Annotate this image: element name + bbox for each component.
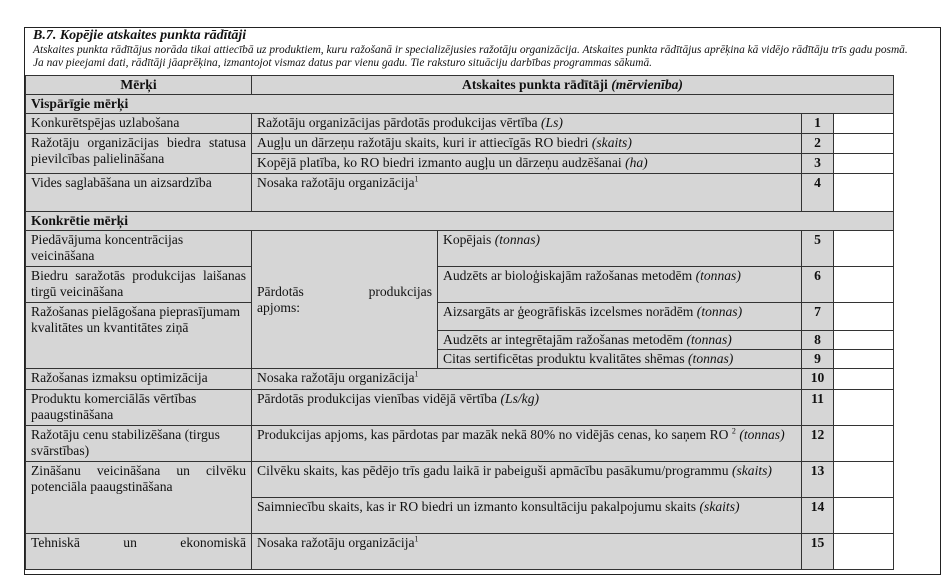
indicator-text: Kopējais [443,232,492,247]
indicator-number: 2 [802,134,834,154]
indicator-cell [252,134,802,154]
indicator-cell [252,369,802,390]
value-field[interactable] [834,331,894,350]
value-field[interactable] [834,498,894,534]
value-field[interactable] [834,426,894,462]
value-field[interactable] [834,134,894,154]
goal-cell: Tehniskā un ekonomiskā [26,534,252,570]
table-row [26,134,894,154]
col-header-indicator-unit: (mērvienība) [611,77,683,92]
indicator-number: 4 [802,174,834,212]
indicator-text: Ražotāju organizācijas pārdotās produkcijas vērtība [257,115,538,130]
indicator-number: 10 [802,369,834,390]
indicator-text: Cilvēku skaits, kas pēdējo trīs gadu laikā ir pabeiguši apmācību pasākumu/programmu [257,463,729,478]
indicator-number: 15 [802,534,834,570]
goal-cell: Vides saglabāšana un aizsardzība [26,174,252,212]
indicator-text: Produkcijas apjoms, kas pārdotas par mazāk nekā 80% no vidējās cenas, ko saņem RO [257,427,729,442]
goal-cell: Ražotāju organizācijas biedra statusa pievilcības palielināšana [26,134,252,174]
footnote-marker: 1 [414,174,419,184]
indicator-number: 9 [802,350,834,369]
value-field[interactable] [834,462,894,498]
indicator-number: 6 [802,267,834,303]
value-field[interactable] [834,350,894,369]
indicator-number: 8 [802,331,834,350]
section-header [25,28,915,74]
footnote-marker: 2 [731,426,736,436]
indicator-unit: (tonnas) [688,351,734,366]
indicator-text: Pārdotās produkcijas vienības vidējā vērtība [257,391,498,406]
table-row [26,303,894,331]
value-field[interactable] [834,114,894,134]
section-intro: Atskaites punkta rādītājus norāda tikai attiecībā uz produktiem, kuru ražošanā ir specializējusies ražotāju organizācija. Atskaites punkta rādītājus aprēķina kā vidējo rādītāju trīs gadu posmā. Ja nav pieejami dati, rādītāji jāaprēķina, izmantojot vismaz datus par vienu gadu. Tie raksturo situāciju darbības programmas sākumā. [33,44,908,69]
indicator-number: 12 [802,426,834,462]
value-field[interactable] [834,369,894,390]
table-row [26,390,894,426]
table-row [26,267,894,303]
indicator-unit: (Ls/kg) [500,391,540,406]
indicator-text: Audzēts ar integrētajām ražošanas metodēm [443,332,684,347]
shared-label-word2: produkcijas [368,283,432,299]
footnote-marker: 1 [414,369,419,379]
indicator-cell [252,462,802,498]
indicator-unit: (tonnas) [739,427,785,442]
table-row [26,174,894,212]
indicator-number: 14 [802,498,834,534]
indicator-number: 3 [802,154,834,174]
indicator-unit: (tonnas) [686,332,732,347]
table-row [26,462,894,498]
indicator-cell [252,498,802,534]
value-field[interactable] [834,174,894,212]
indicator-cell [252,154,802,174]
table-row [26,534,894,570]
shared-label-rest: apjoms: [257,299,301,315]
goal-cell: Ražošanas pielāgošana pieprasījumam kvalitātes un kvantitātes ziņā [26,303,252,369]
shared-label-word1: Pārdotās [257,283,304,299]
indicator-text: Kopējā platība, ko RO biedri izmanto augļu un dārzeņu audzēšanai [257,155,622,170]
value-field[interactable] [834,534,894,570]
indicator-cell [252,390,802,426]
indicator-cell [252,534,802,570]
col-header-indicator [252,76,894,95]
goal-cell: Biedru saražotās produkcijas laišanas tirgū veicināšana [26,267,252,303]
indicator-unit: (skaits) [731,463,772,478]
document-frame [24,27,941,575]
indicator-cell [438,331,802,350]
goal-cell: Piedāvājuma koncentrācijas veicināšana [26,231,252,267]
indicator-number: 7 [802,303,834,331]
table-row [26,426,894,462]
section-label-specific: Konkrētie mērķi [26,212,894,231]
section-title: B.7. Kopējie atskaites punkta rādītāji [33,28,247,43]
goal-cell: Produktu komerciālās vērtības paaugstināšana [26,390,252,426]
footnote-marker: 1 [414,534,419,544]
indicator-cell [438,350,802,369]
indicator-unit: (skaits) [591,135,632,150]
indicator-table [25,75,894,570]
indicator-text: Nosaka ražotāju organizācija [257,175,415,190]
indicator-cell [438,303,802,331]
value-field[interactable] [834,267,894,303]
goal-cell: Konkurētspējas uzlabošana [26,114,252,134]
indicator-number: 1 [802,114,834,134]
section-row-specific [26,212,894,231]
indicator-cell [438,267,802,303]
indicator-unit: (ha) [625,155,648,170]
goal-cell: Ražošanas izmaksu optimizācija [26,369,252,390]
table-row [26,114,894,134]
indicator-number: 11 [802,390,834,426]
col-header-goals: Mērķi [26,76,252,95]
goal-cell: Zināšanu veicināšana un cilvēku potenciāla paaugstināšana [26,462,252,534]
indicator-unit: (Ls) [541,115,563,130]
shared-label-line [257,284,432,300]
indicator-cell [252,426,802,462]
value-field[interactable] [834,390,894,426]
indicator-text: Augļu un dārzeņu ražotāju skaits, kuri ir attiecīgās RO biedri [257,135,589,150]
indicator-cell [252,174,802,212]
indicator-text: Nosaka ražotāju organizācija [257,370,415,385]
indicator-unit: (tonnas) [695,268,741,283]
indicator-text: Nosaka ražotāju organizācija [257,535,415,550]
value-field[interactable] [834,154,894,174]
table-row [26,369,894,390]
indicator-text: Saimniecību skaits, kas ir RO biedri un izmanto konsultāciju pakalpojumu skaits [257,499,697,514]
indicator-cell [438,231,802,267]
table-header-row [26,76,894,95]
col-header-indicator-text: Atskaites punkta rādītāji [462,77,608,92]
indicator-text: Audzēts ar bioloģiskajām ražošanas metodēm [443,268,693,283]
value-field[interactable] [834,303,894,331]
value-field[interactable] [834,231,894,267]
indicator-unit: (tonnas) [696,304,743,319]
indicator-number: 5 [802,231,834,267]
shared-indicator-label [252,231,438,369]
indicator-text: Aizsargāts ar ģeogrāfiskās izcelsmes norādēm [443,304,694,319]
indicator-unit: (tonnas) [494,232,541,247]
section-row-general [26,95,894,114]
goal-cell: Ražotāju cenu stabilizēšana (tirgus svārstības) [26,426,252,462]
section-label-general: Vispārīgie mērķi [26,95,894,114]
indicator-text: Citas sertificētas produktu kvalitātes shēmas [443,351,685,366]
indicator-cell [252,114,802,134]
table-row [26,231,894,267]
indicator-number: 13 [802,462,834,498]
indicator-unit: (skaits) [699,499,740,514]
